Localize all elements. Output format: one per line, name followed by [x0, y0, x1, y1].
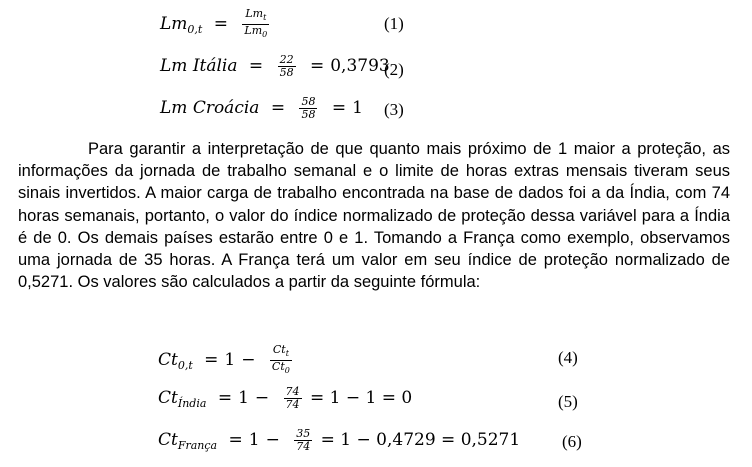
eq6-number: (6) [562, 432, 582, 451]
eq5-lhs: Ct [158, 388, 178, 408]
eq5-number: (5) [558, 392, 578, 411]
eq1-lhs: Lm [160, 14, 188, 34]
paragraph-text: Para garantir a interpretação de que quanto mais próximo de 1 maior a proteção, as informações da jornada de trabalho semanal e o limite de horas extras mensais tiveram seus sinais invertidos. A maior carga de trabalho encontrada na base de dados foi a da Índia, com 74 horas semanais, portanto, o valor do índice normalizado de proteção dessa variável para a Índia é de 0. Os demais países estarão entre 0 e 1. Tomando a França como exemplo, observamos uma jornada de 35 horas. A França terá um valor em seu índice de proteção normalizado de 0,5271. Os valores são calculados a partir da seguinte fórmula: [18, 140, 730, 292]
eq2-number: (2) [384, 60, 404, 79]
equation-1: $Lm_{0,t}$ = $\frac{Lm_t}{Lm_0}$ [160, 7, 268, 39]
eq3-result: 1 [352, 98, 363, 118]
eq3-number: (3) [384, 100, 404, 119]
eq2-lhs: Lm Itália [160, 56, 238, 76]
eq1-number: (1) [384, 14, 404, 33]
eq4-fraction: $\frac{Ct_t}{Ct_0}$ [271, 343, 290, 375]
equation-2: Lm Itália = $\frac{22}{58}$ = 0,3793 [160, 53, 390, 79]
eq1-fraction: $\frac{Lm_t}{Lm_0}$ [244, 7, 268, 39]
equation-3: Lm Croácia = $\frac{58}{58}$ = 1 [160, 95, 363, 121]
eq2-fraction: $\frac{22}{58}$ [279, 53, 294, 79]
eq6-tail: = 1 − 0,4729 = 0,5271 [320, 430, 521, 450]
body-paragraph [18, 138, 730, 293]
eq4-number: (4) [558, 348, 578, 367]
equation-6: $Ct_{França} = 1$ − $\frac{35}{74}$ = 1 − 0,4729 = 0,5271 [158, 427, 521, 453]
eq3-fraction: $\frac{58}{58}$ [301, 95, 316, 121]
eq5-fraction: $\frac{74}{74}$ [285, 385, 300, 411]
eq6-fraction: $\frac{35}{74}$ [296, 427, 311, 453]
equation-4: $Ct_{0,t} = 1$ − $\frac{Ct_t}{Ct_0}$ [158, 343, 290, 375]
equation-5: $Ct_{Índia} = 1$ − $\frac{74}{74}$ = 1 − 1 = 0 [158, 385, 413, 411]
eq2-result: 0,3793 [330, 56, 390, 76]
eq6-lhs: Ct [158, 430, 178, 450]
eq4-lhs: Ct [158, 350, 178, 370]
eq1-lhs-sub: 0,t [187, 23, 203, 36]
eq3-lhs: Lm Croácia [160, 98, 260, 118]
eq5-tail: = 1 − 1 = 0 [309, 388, 413, 408]
